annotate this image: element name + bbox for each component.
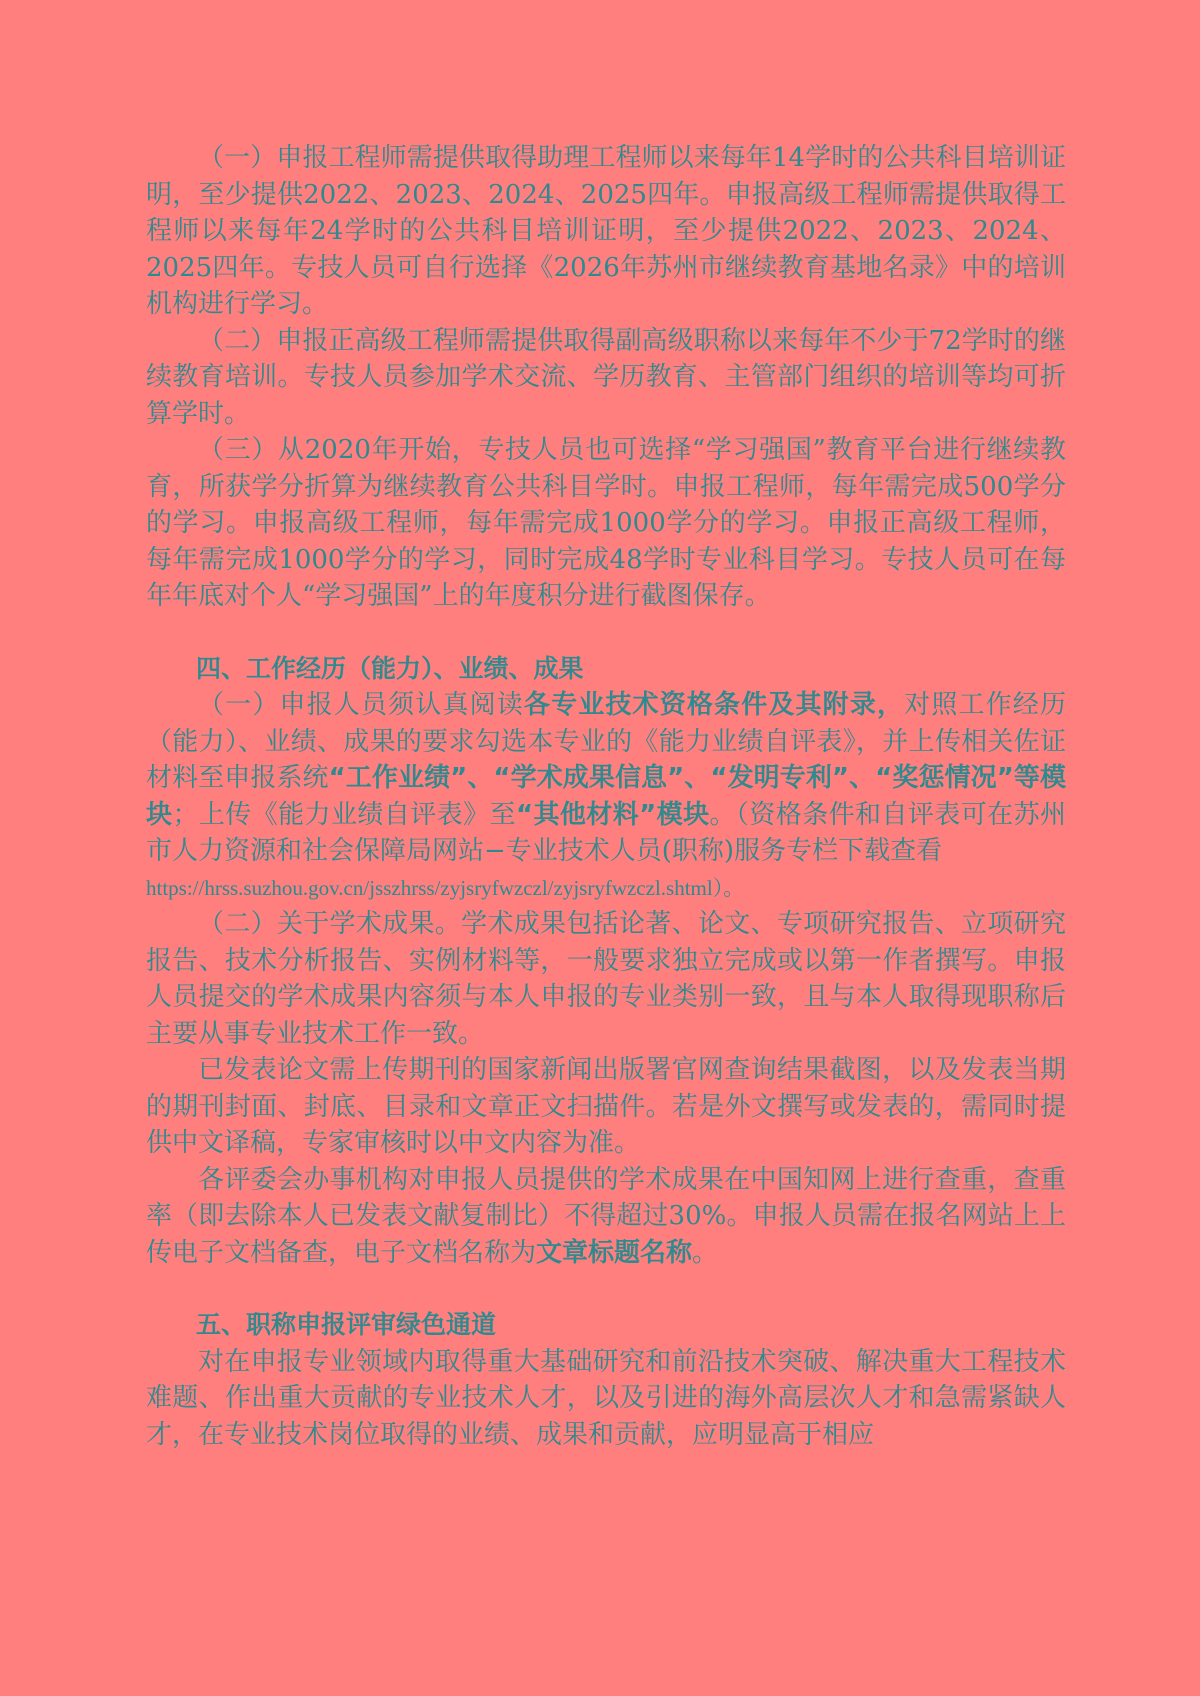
text-segment: 。 <box>692 1237 719 1268</box>
paragraph-continuing-education-senior: （二）申报正高级工程师需提供取得副高级职称以来每年不少于72学时的继续教育培训。专技人员参加学术交流、学历教育、主管部门组织的培训等均可折算学时。 <box>146 325 1066 429</box>
paragraph-academic-achievements: （二）关于学术成果。学术成果包括论著、论文、专项研究报告、立项研究报告、技术分析报告、实例材料等，一般要求独立完成或以第一作者撰写。申报人员提交的学术成果内容须与本人申报的专业类别一致，且与本人取得现职称后主要从事专业技术工作一致。 <box>146 909 1066 1049</box>
text-segment: 。（资格条件和自评表可在苏州市人力资源和社会保障局网站−专业技术人员(职称)服务专栏下载查看 <box>146 799 1066 866</box>
bold-text-other-materials: “其他材料”模块 <box>515 799 710 830</box>
section-heading-green-channel: 五、职称申报评审绿色通道 <box>196 1310 497 1339</box>
download-url-line <box>146 870 1066 907</box>
paragraph-green-channel: 对在申报专业领域内取得重大基础研究和前沿技术突破、解决重大工程技术难题、作出重大贡献的专业技术人才，以及引进的海外高层次人才和急需紧缺人才，在专业技术岗位取得的业绩、成果和贡献，应明显高于相应 <box>146 1346 1066 1450</box>
bold-text-system-modules: “工作业绩”、“学术成果信息”、“发明专利”、“奖惩情况”等模块 <box>146 763 1066 830</box>
text-segment: ）。 <box>712 875 745 900</box>
document-page <box>146 140 1066 1453</box>
bold-text-article-title: 文章标题名称 <box>536 1237 693 1268</box>
section-gap <box>146 1271 1066 1307</box>
text-segment: 各评委会办事机构对申报人员提供的学术成果在中国知网上进行查重，查重率（即去除本人已发表文献复制比）不得超过30%。申报人员需在报名网站上上传电子文档备查，电子文档名称为 <box>146 1164 1066 1268</box>
text-segment: ；上传《能力业绩自评表》至 <box>172 799 516 830</box>
paragraph-work-achievements <box>146 687 1066 870</box>
bold-text-qualification-conditions: 各专业技术资格条件及其附录， <box>523 690 905 720</box>
section-gap <box>146 615 1066 651</box>
download-url-link[interactable]: https://hrss.suzhou.gov.cn/jsszhrss/zyjsryfwzczl/zyjsryfwzczl.shtml <box>146 875 713 900</box>
text-segment: 对照工作经历（能力）、业绩、成果的要求勾选本专业的《能力业绩自评表》，并上传相关佐证材料至申报系统 <box>146 690 1066 793</box>
section-heading-work-experience: 四、工作经历（能力）、业绩、成果 <box>196 653 584 683</box>
text-segment: （一）申报人员须认真阅读 <box>198 690 524 720</box>
paragraph-published-papers: 已发表论文需上传期刊的国家新闻出版署官网查询结果截图，以及发表当期的期刊封面、封底、目录和文章正文扫描件。若是外文撰写或发表的，需同时提供中文译稿，专家审核时以中文内容为准。 <box>146 1055 1066 1158</box>
paragraph-plagiarism-check <box>146 1162 1066 1272</box>
paragraph-xuexi-qiangguo: （三）从2020年开始，专技人员也可选择“学习强国”教育平台进行继续教育，所获学分折算为继续教育公共科目学时。申报工程师，每年需完成500学分的学习。申报高级工程师，每年需完成1000学分的学习。申报正高级工程师，每年需完成1000学分的学习，同时完成48学时专业科目学习。专技人员可在每年年底对个人“学习强国”上的年度积分进行截图保存。 <box>146 435 1066 611</box>
paragraph-continuing-education-engineer: （一）申报工程师需提供取得助理工程师以来每年14学时的公共科目培训证明，至少提供2022、2023、2024、2025四年。申报高级工程师需提供取得工程师以来每年24学时的公共科目培训证明，至少提供2022、2023、2024、2025四年。专技人员可自行选择《2026年苏州市继续教育基地名录》中的培训机构进行学习。 <box>146 143 1066 319</box>
